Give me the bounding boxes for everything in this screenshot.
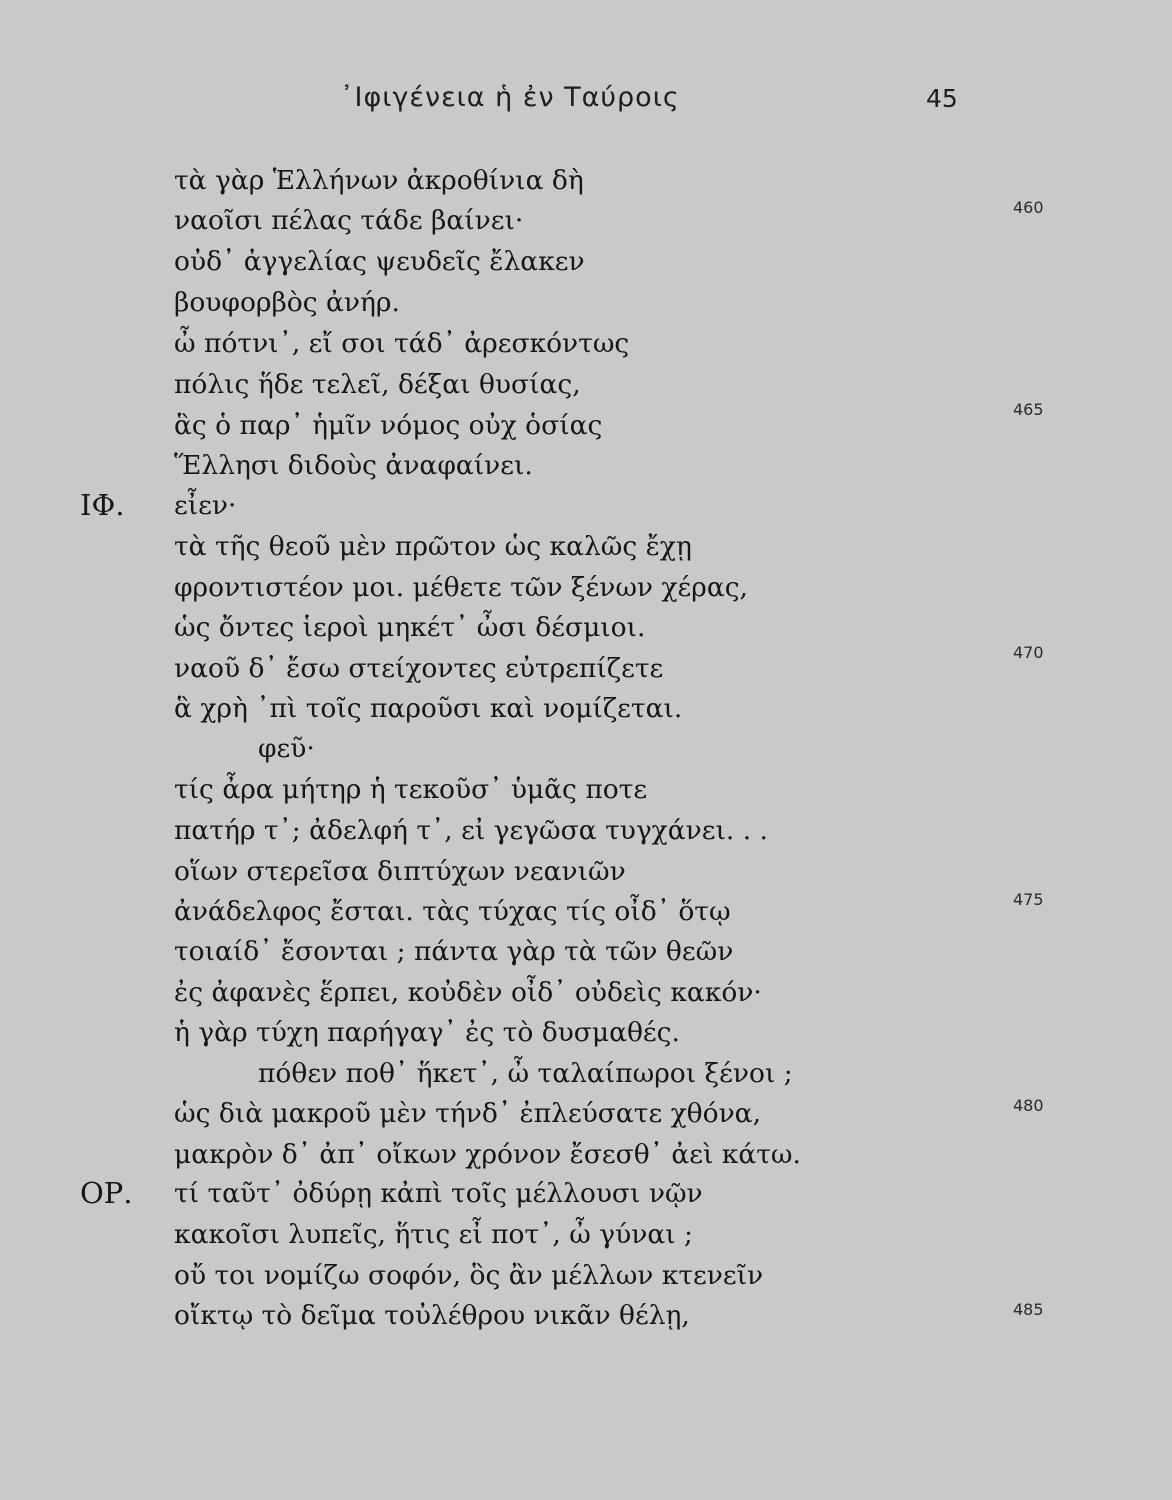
verse-line: ἡ γὰρ τύχη παρήγαγ᾽ ἐς τὸ δυσμαθές. bbox=[174, 1017, 680, 1048]
page-number: 45 bbox=[926, 84, 958, 113]
verse-line: ὡς ὄντες ἱεροὶ μηκέτ᾽ ὦσι δέσμιοι. bbox=[174, 612, 646, 643]
verse-line: οἴκτῳ τὸ δεῖμα τοὐλέθρου νικᾶν θέλῃ, bbox=[174, 1300, 690, 1331]
verse-line: πόθεν ποθ᾽ ἥκετ᾽, ὦ ταλαίπωροι ξένοι ; bbox=[258, 1058, 793, 1089]
verse-line: τοιαίδ᾽ ἔσονται ; πάντα γὰρ τὰ τῶν θεῶν bbox=[174, 936, 734, 967]
verse-line: ναοῦ δ᾽ ἔσω στείχοντες εὐτρεπίζετε bbox=[174, 653, 664, 684]
verse-line: οὔ τοι νομίζω σοφόν, ὃς ἂν μέλλων κτενεῖν bbox=[174, 1260, 764, 1291]
verse-line: ὦ πότνι᾽, εἴ σοι τάδ᾽ ἀρεσκόντως bbox=[174, 328, 630, 359]
speaker-label-orestes: ΟΡ. bbox=[80, 1176, 133, 1210]
verse-line: τί ταῦτ᾽ ὀδύρῃ κἀπὶ τοῖς μέλλουσι νῷν bbox=[174, 1178, 703, 1209]
verse-line: πόλις ἥδε τελεῖ, δέξαι θυσίας, bbox=[174, 369, 581, 400]
verse-line: τὰ γὰρ Ἑλλήνων ἀκροθίνια δὴ bbox=[174, 165, 584, 196]
verse-line: βουφορβὸς ἀνήρ. bbox=[174, 287, 400, 318]
verse-line: οἵων στερεῖσα διπτύχων νεανιῶν bbox=[174, 856, 626, 887]
verse-line: φεῦ· bbox=[258, 733, 315, 764]
verse-line: τὰ τῆς θεοῦ μὲν πρῶτον ὡς καλῶς ἔχῃ bbox=[174, 531, 692, 562]
verse-line: φροντιστέον μοι. μέθετε τῶν ξένων χέρας, bbox=[174, 572, 748, 603]
line-number: 470 bbox=[1013, 643, 1044, 662]
verse-line: ἀνάδελφος ἔσται. τὰς τύχας τίς οἶδ᾽ ὅτῳ bbox=[174, 896, 731, 927]
line-number: 480 bbox=[1013, 1096, 1044, 1115]
line-number: 485 bbox=[1013, 1300, 1044, 1319]
line-number: 465 bbox=[1013, 400, 1044, 419]
verse-line: τίς ἆρα μήτηρ ἡ τεκοῦσ᾽ ὑμᾶς ποτε bbox=[174, 774, 648, 805]
verse-line: πατήρ τ᾽; ἀδελφή τ᾽, εἰ γεγῶσα τυγχάνει. . . bbox=[174, 815, 768, 846]
verse-line: εἶεν· bbox=[174, 490, 237, 521]
running-title: ᾿Ιφιγένεια ἡ ἐν Ταύροις bbox=[340, 82, 680, 113]
verse-line: κακοῖσι λυπεῖς, ἥτις εἶ ποτ᾽, ὦ γύναι ; bbox=[174, 1219, 693, 1250]
verse-line: ἐς ἀφανὲς ἕρπει, κοὐδὲν οἶδ᾽ οὐδεὶς κακόν· bbox=[174, 977, 762, 1008]
line-number: 475 bbox=[1013, 890, 1044, 909]
verse-line: Ἕλλησι διδοὺς ἀναφαίνει. bbox=[174, 450, 533, 481]
verse-line: μακρὸν δ᾽ ἀπ᾽ οἴκων χρόνον ἔσεσθ᾽ ἀεὶ κάτω. bbox=[174, 1139, 801, 1170]
line-number: 460 bbox=[1013, 198, 1044, 217]
verse-line: ἃς ὁ παρ᾽ ἡμῖν νόμος οὐχ ὁσίας bbox=[174, 410, 603, 441]
verse-line: οὐδ᾽ ἀγγελίας ψευδεῖς ἔλακεν bbox=[174, 246, 585, 277]
speaker-label-iphigenia: ΙΦ. bbox=[80, 488, 125, 522]
verse-line: ὡς διὰ μακροῦ μὲν τήνδ᾽ ἐπλεύσατε χθόνα, bbox=[174, 1098, 761, 1129]
verse-line: ἃ χρὴ ᾽πὶ τοῖς παροῦσι καὶ νομίζεται. bbox=[174, 693, 683, 724]
verse-line: ναοῖσι πέλας τάδε βαίνει· bbox=[174, 205, 524, 236]
